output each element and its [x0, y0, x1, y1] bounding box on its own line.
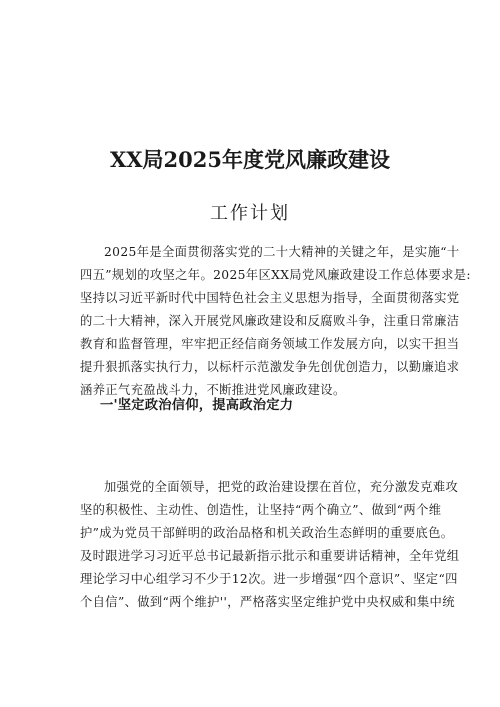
- paragraph-line: 坚的积极性、主动性、创造性，让坚持“两个确立”、做到“两个维: [80, 503, 442, 517]
- paragraph-line: 个自信”、做到“两个维护''，严格落实坚定维护党中央权威和集中统: [80, 595, 455, 609]
- intro-paragraph: [80, 241, 471, 402]
- paragraph-line: 2025年是全面贯彻落实党的二十大精神的关键之年，是实施“十: [104, 245, 460, 259]
- paragraph-line: 提升狠抓落实执行力，以标杆示范激发争先创优创造力，以勤廉追求: [80, 360, 460, 374]
- document-title: XX局2025年度党风廉政建设: [109, 147, 391, 172]
- paragraph-line: 及时跟进学习习近平总书记最新指示批示和重要讲话精神，全年党组: [80, 549, 460, 563]
- paragraph-line: 的二十大精神，深入开展党风廉政建设和反腐败斗争，注重日常廉洁: [80, 314, 460, 328]
- paragraph-line: 加强党的全面领导，把党的政治建设摆在首位，充分激发克难攻: [104, 480, 459, 494]
- section-heading: 一'坚定政治信仰，提高政治定力: [100, 398, 294, 413]
- paragraph-line: 涵养正气充盈战斗力，不断推进党风廉政建设。: [80, 383, 346, 397]
- paragraph-line: 坚持以习近平新时代中国特色社会主义思想为指导，全面贯彻落实党: [80, 291, 460, 305]
- paragraph-line: 护”成为党员干部鲜明的政治品格和机关政治生态鲜明的重要底色。: [80, 526, 454, 540]
- document-subtitle: 工作计划: [210, 203, 290, 224]
- paragraph-line: 四五”规划的攻坚之年。2025年区XX局党风廉政建设工作总体要求是:: [80, 268, 471, 282]
- paragraph-line: 教育和监督管理，牢牢把正经信商务领域工作发展方向，以实干担当: [80, 337, 460, 351]
- section1-paragraph: [80, 476, 460, 614]
- paragraph-line: 理论学习中心组学习不少于12次。进一步增强“四个意识”、坚定“四: [80, 572, 458, 586]
